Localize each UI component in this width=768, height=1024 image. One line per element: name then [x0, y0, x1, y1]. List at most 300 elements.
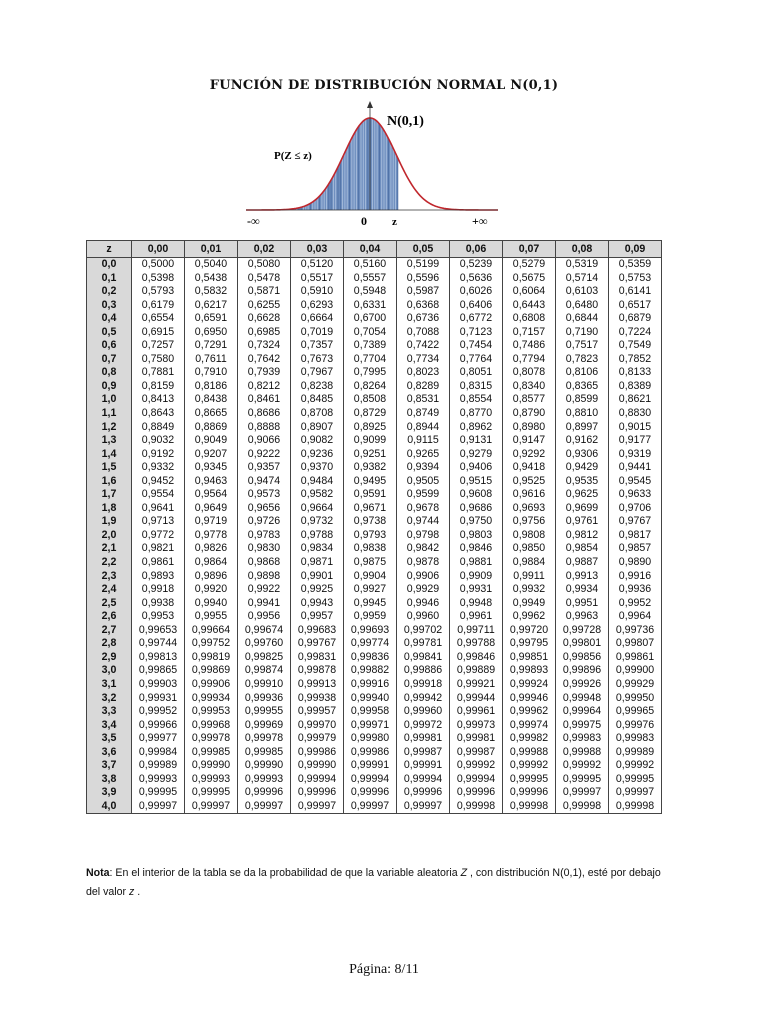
normal-curve-svg	[232, 98, 512, 230]
table-cell: 0,99990	[185, 759, 238, 773]
table-cell: 0,99993	[132, 773, 185, 787]
table-cell: 0,6915	[132, 326, 185, 340]
table-cell: 0,9744	[397, 515, 450, 529]
table-cell: 0,9940	[185, 597, 238, 611]
table-cell: 0,9904	[344, 570, 397, 584]
row-header-z: 0,0	[87, 258, 132, 272]
table-cell: 0,8485	[291, 393, 344, 407]
table-cell: 0,9948	[450, 597, 503, 611]
row-header-z: 4,0	[87, 800, 132, 814]
table-cell: 0,8186	[185, 380, 238, 394]
table-cell: 0,8810	[556, 407, 609, 421]
table-row	[87, 556, 662, 570]
table-cell: 0,6591	[185, 312, 238, 326]
table-cell: 0,9649	[185, 502, 238, 516]
table-cell: 0,9932	[503, 583, 556, 597]
row-header-z: 3,3	[87, 705, 132, 719]
row-header-z: 0,9	[87, 380, 132, 394]
table-cell: 0,5557	[344, 272, 397, 286]
row-header-z: 3,8	[87, 773, 132, 787]
table-cell: 0,9957	[291, 610, 344, 624]
table-cell: 0,6217	[185, 299, 238, 313]
table-cell: 0,9625	[556, 488, 609, 502]
table-cell: 0,6179	[132, 299, 185, 313]
table-cell: 0,99973	[450, 719, 503, 733]
row-header-z: 2,0	[87, 529, 132, 543]
table-cell: 0,99996	[503, 786, 556, 800]
table-cell: 0,9099	[344, 434, 397, 448]
table-cell: 0,9962	[503, 610, 556, 624]
table-cell: 0,9963	[556, 610, 609, 624]
table-cell: 0,99955	[238, 705, 291, 719]
table-cell: 0,9927	[344, 583, 397, 597]
column-header: 0,06	[450, 241, 503, 258]
table-cell: 0,9222	[238, 448, 291, 462]
table-row	[87, 542, 662, 556]
table-cell: 0,8554	[450, 393, 503, 407]
table-cell: 0,99977	[132, 732, 185, 746]
table-cell: 0,9641	[132, 502, 185, 516]
table-row	[87, 637, 662, 651]
table-cell: 0,99664	[185, 624, 238, 638]
table-cell: 0,6141	[609, 285, 662, 299]
table-cell: 0,9441	[609, 461, 662, 475]
table-cell: 0,9554	[132, 488, 185, 502]
table-row	[87, 366, 662, 380]
row-header-z: 0,3	[87, 299, 132, 313]
table-cell: 0,8461	[238, 393, 291, 407]
row-header-z: 2,9	[87, 651, 132, 665]
table-cell: 0,6368	[397, 299, 450, 313]
table-cell: 0,8340	[503, 380, 556, 394]
z-table	[86, 240, 662, 814]
table-cell: 0,99752	[185, 637, 238, 651]
table-cell: 0,9750	[450, 515, 503, 529]
table-row	[87, 380, 662, 394]
table-cell: 0,99996	[397, 786, 450, 800]
row-header-z: 3,2	[87, 692, 132, 706]
table-cell: 0,99950	[609, 692, 662, 706]
table-cell: 0,99987	[450, 746, 503, 760]
table-cell: 0,9732	[291, 515, 344, 529]
table-cell: 0,7324	[238, 339, 291, 353]
table-row	[87, 732, 662, 746]
table-cell: 0,99997	[238, 800, 291, 814]
table-cell: 0,9616	[503, 488, 556, 502]
axis-z: z	[392, 216, 397, 228]
table-cell: 0,99958	[344, 705, 397, 719]
row-header-z: 0,6	[87, 339, 132, 353]
table-row	[87, 285, 662, 299]
table-cell: 0,6808	[503, 312, 556, 326]
row-header-z: 2,3	[87, 570, 132, 584]
table-cell: 0,9953	[132, 610, 185, 624]
row-header-z: 3,4	[87, 719, 132, 733]
table-cell: 0,99819	[185, 651, 238, 665]
table-cell: 0,9564	[185, 488, 238, 502]
table-cell: 0,9878	[397, 556, 450, 570]
table-cell: 0,9960	[397, 610, 450, 624]
table-cell: 0,5359	[609, 258, 662, 272]
table-cell: 0,5871	[238, 285, 291, 299]
row-header-z: 1,5	[87, 461, 132, 475]
row-header-z: 0,7	[87, 353, 132, 367]
table-row	[87, 746, 662, 760]
table-cell: 0,8997	[556, 421, 609, 435]
table-cell: 0,9887	[556, 556, 609, 570]
table-cell: 0,99997	[291, 800, 344, 814]
table-cell: 0,99896	[556, 664, 609, 678]
table-cell: 0,9812	[556, 529, 609, 543]
table-cell: 0,7123	[450, 326, 503, 340]
table-cell: 0,9931	[450, 583, 503, 597]
table-row	[87, 583, 662, 597]
table-cell: 0,6554	[132, 312, 185, 326]
table-cell: 0,99969	[238, 719, 291, 733]
table-cell: 0,99997	[556, 786, 609, 800]
row-header-z: 0,2	[87, 285, 132, 299]
table-cell: 0,99683	[291, 624, 344, 638]
table-cell: 0,99900	[609, 664, 662, 678]
table-cell: 0,8078	[503, 366, 556, 380]
table-cell: 0,99795	[503, 637, 556, 651]
table-cell: 0,9032	[132, 434, 185, 448]
table-cell: 0,7422	[397, 339, 450, 353]
table-cell: 0,99986	[344, 746, 397, 760]
table-cell: 0,5987	[397, 285, 450, 299]
column-header: 0,08	[556, 241, 609, 258]
table-cell: 0,9871	[291, 556, 344, 570]
table-cell: 0,8133	[609, 366, 662, 380]
row-header-z: 0,1	[87, 272, 132, 286]
table-cell: 0,9884	[503, 556, 556, 570]
table-cell: 0,8023	[397, 366, 450, 380]
axis-zero: 0	[361, 214, 367, 228]
table-cell: 0,99851	[503, 651, 556, 665]
table-cell: 0,6985	[238, 326, 291, 340]
row-header-z: 2,2	[87, 556, 132, 570]
table-cell: 0,5120	[291, 258, 344, 272]
table-cell: 0,99985	[185, 746, 238, 760]
table-cell: 0,99693	[344, 624, 397, 638]
table-cell: 0,5910	[291, 285, 344, 299]
table-cell: 0,9808	[503, 529, 556, 543]
table-cell: 0,99924	[503, 678, 556, 692]
row-header-z: 1,4	[87, 448, 132, 462]
table-cell: 0,99801	[556, 637, 609, 651]
table-cell: 0,7517	[556, 339, 609, 353]
table-cell: 0,6879	[609, 312, 662, 326]
table-cell: 0,9778	[185, 529, 238, 543]
table-cell: 0,9515	[450, 475, 503, 489]
table-row	[87, 624, 662, 638]
table-cell: 0,99865	[132, 664, 185, 678]
table-cell: 0,99934	[185, 692, 238, 706]
table-cell: 0,9418	[503, 461, 556, 475]
row-header-z: 2,6	[87, 610, 132, 624]
table-cell: 0,7764	[450, 353, 503, 367]
column-header: 0,03	[291, 241, 344, 258]
table-cell: 0,99992	[556, 759, 609, 773]
table-cell: 0,99981	[397, 732, 450, 746]
table-cell: 0,99916	[344, 678, 397, 692]
table-cell: 0,5438	[185, 272, 238, 286]
table-cell: 0,9842	[397, 542, 450, 556]
table-cell: 0,8980	[503, 421, 556, 435]
table-cell: 0,5596	[397, 272, 450, 286]
table-cell: 0,9495	[344, 475, 397, 489]
table-cell: 0,8438	[185, 393, 238, 407]
table-cell: 0,8365	[556, 380, 609, 394]
table-cell: 0,99861	[609, 651, 662, 665]
table-cell: 0,6664	[291, 312, 344, 326]
table-cell: 0,99998	[609, 800, 662, 814]
table-cell: 0,9066	[238, 434, 291, 448]
row-header-z: 1,3	[87, 434, 132, 448]
table-cell: 0,8508	[344, 393, 397, 407]
table-cell: 0,5080	[238, 258, 291, 272]
table-header-row	[87, 241, 662, 258]
row-header-z: 1,6	[87, 475, 132, 489]
axis-minus-infinity: -∞	[247, 214, 260, 228]
table-cell: 0,9952	[609, 597, 662, 611]
table-cell: 0,99995	[503, 773, 556, 787]
table-cell: 0,99929	[609, 678, 662, 692]
table-cell: 0,6331	[344, 299, 397, 313]
table-cell: 0,9332	[132, 461, 185, 475]
table-cell: 0,8577	[503, 393, 556, 407]
table-cell: 0,99653	[132, 624, 185, 638]
table-cell: 0,8051	[450, 366, 503, 380]
table-body	[87, 258, 662, 814]
table-cell: 0,99998	[450, 800, 503, 814]
table-cell: 0,6103	[556, 285, 609, 299]
table-cell: 0,99992	[503, 759, 556, 773]
table-cell: 0,99994	[291, 773, 344, 787]
table-row	[87, 502, 662, 516]
table-cell: 0,9693	[503, 502, 556, 516]
table-cell: 0,8289	[397, 380, 450, 394]
table-cell: 0,99986	[291, 746, 344, 760]
table-cell: 0,9382	[344, 461, 397, 475]
table-cell: 0,8413	[132, 393, 185, 407]
table-cell: 0,5398	[132, 272, 185, 286]
table-cell: 0,9474	[238, 475, 291, 489]
table-cell: 0,9909	[450, 570, 503, 584]
table-cell: 0,9599	[397, 488, 450, 502]
table-cell: 0,6736	[397, 312, 450, 326]
table-row	[87, 339, 662, 353]
table-cell: 0,7794	[503, 353, 556, 367]
table-cell: 0,5279	[503, 258, 556, 272]
table-cell: 0,7257	[132, 339, 185, 353]
table-cell: 0,99965	[609, 705, 662, 719]
table-cell: 0,8621	[609, 393, 662, 407]
table-cell: 0,8749	[397, 407, 450, 421]
column-header: 0,01	[185, 241, 238, 258]
column-header: 0,00	[132, 241, 185, 258]
table-cell: 0,9306	[556, 448, 609, 462]
table-cell: 0,99957	[291, 705, 344, 719]
table-cell: 0,9726	[238, 515, 291, 529]
table-cell: 0,9738	[344, 515, 397, 529]
table-cell: 0,8264	[344, 380, 397, 394]
table-row	[87, 299, 662, 313]
table-cell: 0,99996	[344, 786, 397, 800]
table-cell: 0,7995	[344, 366, 397, 380]
table-cell: 0,6772	[450, 312, 503, 326]
table-cell: 0,99990	[291, 759, 344, 773]
table-cell: 0,6406	[450, 299, 503, 313]
table-cell: 0,9545	[609, 475, 662, 489]
table-row	[87, 448, 662, 462]
table-cell: 0,7910	[185, 366, 238, 380]
row-header-z: 3,1	[87, 678, 132, 692]
table-cell: 0,8389	[609, 380, 662, 394]
table-cell: 0,9925	[291, 583, 344, 597]
table-cell: 0,9147	[503, 434, 556, 448]
table-cell: 0,5753	[609, 272, 662, 286]
table-cell: 0,99893	[503, 664, 556, 678]
table-cell: 0,99993	[238, 773, 291, 787]
table-cell: 0,7823	[556, 353, 609, 367]
table-cell: 0,6844	[556, 312, 609, 326]
table-cell: 0,7939	[238, 366, 291, 380]
row-header-z: 2,5	[87, 597, 132, 611]
table-cell: 0,8770	[450, 407, 503, 421]
table-row	[87, 719, 662, 733]
table-cell: 0,8907	[291, 421, 344, 435]
table-cell: 0,5160	[344, 258, 397, 272]
note	[86, 864, 666, 902]
table-cell: 0,99878	[291, 664, 344, 678]
table-cell: 0,5675	[503, 272, 556, 286]
table-cell: 0,99975	[556, 719, 609, 733]
table-cell: 0,9868	[238, 556, 291, 570]
table-cell: 0,99971	[344, 719, 397, 733]
table-cell: 0,9265	[397, 448, 450, 462]
table-cell: 0,8830	[609, 407, 662, 421]
table-cell: 0,7019	[291, 326, 344, 340]
table-cell: 0,99968	[185, 719, 238, 733]
table-cell: 0,7611	[185, 353, 238, 367]
table-cell: 0,99711	[450, 624, 503, 638]
table-cell: 0,99760	[238, 637, 291, 651]
table-cell: 0,9850	[503, 542, 556, 556]
table-cell: 0,99774	[344, 637, 397, 651]
table-cell: 0,7549	[609, 339, 662, 353]
row-header-z: 3,6	[87, 746, 132, 760]
table-cell: 0,99989	[132, 759, 185, 773]
table-cell: 0,9951	[556, 597, 609, 611]
table-cell: 0,99993	[185, 773, 238, 787]
table-cell: 0,9906	[397, 570, 450, 584]
row-header-z: 1,0	[87, 393, 132, 407]
table-cell: 0,99952	[132, 705, 185, 719]
table-cell: 0,99994	[344, 773, 397, 787]
table-cell: 0,9429	[556, 461, 609, 475]
table-cell: 0,9918	[132, 583, 185, 597]
table-cell: 0,99995	[556, 773, 609, 787]
table-cell: 0,9484	[291, 475, 344, 489]
table-cell: 0,99960	[397, 705, 450, 719]
table-cell: 0,9803	[450, 529, 503, 543]
table-cell: 0,8212	[238, 380, 291, 394]
table-cell: 0,8106	[556, 366, 609, 380]
table-cell: 0,99869	[185, 664, 238, 678]
table-cell: 0,9082	[291, 434, 344, 448]
table-cell: 0,99992	[609, 759, 662, 773]
table-cell: 0,9678	[397, 502, 450, 516]
table-cell: 0,5517	[291, 272, 344, 286]
table-cell: 0,99788	[450, 637, 503, 651]
table-cell: 0,99728	[556, 624, 609, 638]
table-cell: 0,9936	[609, 583, 662, 597]
table-cell: 0,9719	[185, 515, 238, 529]
table-row	[87, 407, 662, 421]
table-cell: 0,9699	[556, 502, 609, 516]
table-cell: 0,99979	[291, 732, 344, 746]
table-cell: 0,99903	[132, 678, 185, 692]
table-cell: 0,9664	[291, 502, 344, 516]
table-row	[87, 692, 662, 706]
table-cell: 0,99953	[185, 705, 238, 719]
table-cell: 0,7088	[397, 326, 450, 340]
table-cell: 0,9898	[238, 570, 291, 584]
table-cell: 0,99994	[450, 773, 503, 787]
table-cell: 0,9671	[344, 502, 397, 516]
table-cell: 0,9656	[238, 502, 291, 516]
table-cell: 0,99964	[556, 705, 609, 719]
table-row	[87, 461, 662, 475]
table-row	[87, 705, 662, 719]
row-header-z: 3,7	[87, 759, 132, 773]
table-cell: 0,9793	[344, 529, 397, 543]
table-cell: 0,6293	[291, 299, 344, 313]
table-cell: 0,9686	[450, 502, 503, 516]
table-cell: 0,9893	[132, 570, 185, 584]
table-cell: 0,6700	[344, 312, 397, 326]
table-row	[87, 773, 662, 787]
table-cell: 0,8238	[291, 380, 344, 394]
table-cell: 0,9941	[238, 597, 291, 611]
table-cell: 0,99972	[397, 719, 450, 733]
table-cell: 0,99995	[609, 773, 662, 787]
row-header-z: 1,8	[87, 502, 132, 516]
table-row	[87, 488, 662, 502]
table-cell: 0,99931	[132, 692, 185, 706]
table-cell: 0,5793	[132, 285, 185, 299]
table-cell: 0,9913	[556, 570, 609, 584]
area-label: P(Z ≤ z)	[274, 150, 312, 162]
table-cell: 0,9394	[397, 461, 450, 475]
table-cell: 0,7291	[185, 339, 238, 353]
table-cell: 0,9370	[291, 461, 344, 475]
table-cell: 0,9015	[609, 421, 662, 435]
table-cell: 0,99970	[291, 719, 344, 733]
table-cell: 0,9633	[609, 488, 662, 502]
table-cell: 0,8962	[450, 421, 503, 435]
table-cell: 0,9049	[185, 434, 238, 448]
table-cell: 0,99995	[132, 786, 185, 800]
table-cell: 0,6064	[503, 285, 556, 299]
table-cell: 0,9857	[609, 542, 662, 556]
table-row	[87, 434, 662, 448]
table-cell: 0,9896	[185, 570, 238, 584]
table-cell: 0,9345	[185, 461, 238, 475]
table-cell: 0,99983	[556, 732, 609, 746]
table-cell: 0,9292	[503, 448, 556, 462]
